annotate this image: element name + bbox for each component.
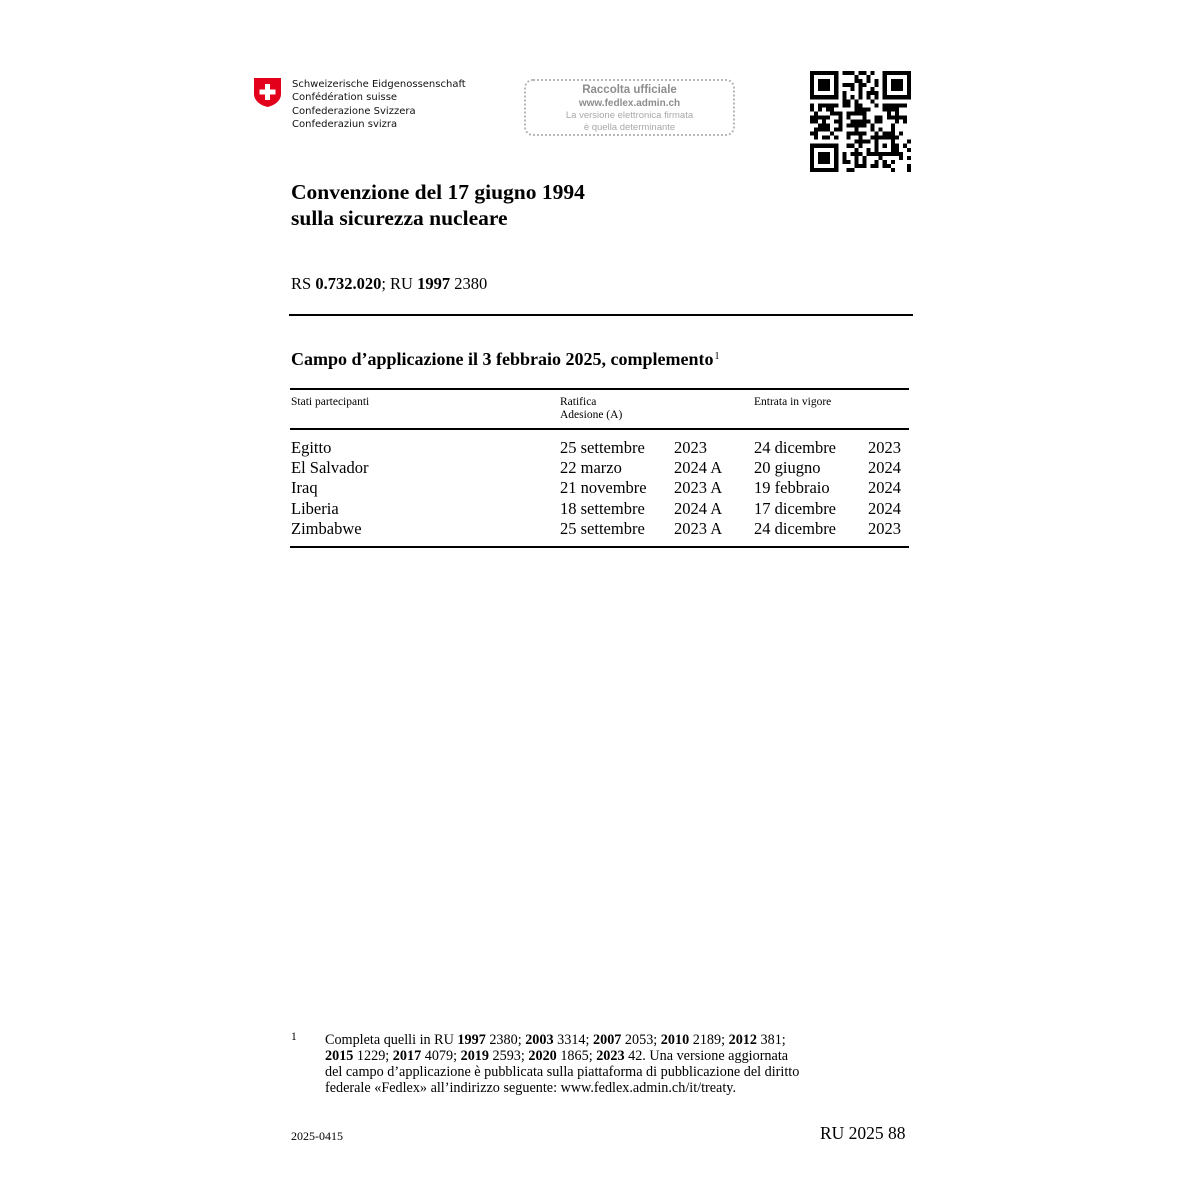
footnote-segment: Completa quelli in RU: [325, 1032, 458, 1048]
official-collection-stamp: [524, 79, 735, 136]
ratification-date: 25 settembre: [560, 438, 645, 457]
header-ratification-line-2: Adesione (A): [560, 409, 623, 421]
footnote-segment: 2189;: [689, 1032, 729, 1048]
footnote-segment: 2053;: [621, 1032, 661, 1048]
stamp-line-2: www.fedlex.admin.ch: [578, 98, 681, 109]
footnote-text: [325, 1032, 885, 1096]
table-header-rule: [290, 428, 909, 430]
footnote-segment: 4079;: [421, 1048, 461, 1064]
state-name: Egitto: [291, 438, 332, 457]
footnote-segment: 3314;: [553, 1032, 593, 1048]
table-bottom-rule: [290, 546, 909, 548]
table-row: [0, 438, 1200, 458]
entry-year: 2024: [868, 478, 901, 498]
footnote-line-1: [325, 1032, 885, 1048]
ru-year: 1997: [417, 274, 451, 293]
footnote-reference[interactable]: 1: [714, 351, 720, 362]
ratification-year: 2023 A: [674, 478, 723, 498]
rs-number: 0.732.020: [315, 274, 382, 293]
document-title-line-1: Convenzione del 17 giugno 1994: [291, 180, 585, 204]
footnote-segment: 2593;: [488, 1048, 529, 1064]
state-name: Liberia: [291, 498, 339, 518]
stamp-line-1: Raccolta ufficiale: [582, 84, 677, 96]
ru-year-ref: 2012: [728, 1032, 757, 1048]
footnote-line-3: del campo d’applicazione è pubblicata sulla piattaforma di pubblicazione del diritto: [325, 1064, 800, 1080]
header-entry-into-force: Entrata in vigore: [754, 396, 832, 408]
stamp-line-4: è quella determinante: [583, 122, 676, 133]
table-row: [0, 458, 1200, 478]
page-citation: RU 2025 88: [820, 1123, 906, 1143]
ratification-year: 2024 A: [674, 458, 723, 478]
footnote-segment: 42. Una versione aggiornata: [624, 1048, 789, 1064]
entry-year: 2023: [868, 438, 901, 457]
header-states: Stati partecipanti: [291, 396, 370, 408]
table-row: [0, 478, 1200, 498]
state-name: El Salvador: [291, 458, 369, 478]
ratification-year: 2024 A: [674, 498, 723, 518]
ru-year-ref: 2023: [596, 1048, 625, 1064]
subtitle-text: Campo d’applicazione il 3 febbraio 2025, complemento: [291, 349, 714, 369]
table-row: [0, 499, 1200, 519]
confederation-name-it: Confederazione Svizzera: [292, 105, 416, 117]
document-title: [291, 179, 585, 231]
document-number: 2025-0415: [291, 1129, 343, 1143]
qr-code-icon[interactable]: [810, 71, 911, 172]
document-reference: [291, 274, 487, 294]
section-subtitle: [291, 349, 719, 370]
table-row: [0, 519, 1200, 539]
header-ratification: [560, 396, 622, 422]
confederation-name-de: Schweizerische Eidgenossenschaft: [292, 79, 466, 90]
ratification-date: 21 novembre: [560, 478, 647, 498]
entry-date: 24 dicembre: [754, 438, 837, 457]
confederation-names: [292, 78, 466, 132]
footnote-segment: 1865;: [556, 1048, 597, 1064]
entry-year: 2024: [868, 498, 901, 518]
footnote-line-2: [325, 1048, 885, 1064]
state-name: Iraq: [291, 478, 318, 498]
entry-date: 19 febbraio: [754, 478, 830, 498]
ru-year-ref: 2020: [528, 1048, 557, 1064]
state-name: Zimbabwe: [291, 518, 362, 538]
document-title-line-2: sulla sicurezza nucleare: [291, 206, 508, 230]
ratification-date: 18 settembre: [560, 498, 645, 518]
footnote-number: 1: [291, 1031, 297, 1043]
ru-year-ref: 2003: [525, 1032, 554, 1048]
confederation-name-rm: Confederaziun svizra: [292, 119, 398, 131]
footnote-segment: 381;: [756, 1032, 786, 1048]
title-divider: [289, 314, 913, 316]
ru-year-ref: 2017: [392, 1048, 422, 1064]
table-top-rule: [290, 388, 909, 390]
stamp-line-3: La versione elettronica firmata: [565, 110, 694, 121]
ru-year-ref: 2019: [460, 1048, 489, 1064]
ratification-date: 22 marzo: [560, 458, 622, 478]
reference-prefix: RS: [291, 274, 316, 293]
entry-date: 24 dicembre: [754, 518, 837, 538]
reference-separator: ; RU: [381, 274, 418, 293]
entry-date: 20 giugno: [754, 458, 821, 478]
ratification-date: 25 settembre: [560, 518, 645, 538]
entry-year: 2023: [868, 518, 901, 538]
header-ratification-line-1: Ratifica: [560, 396, 597, 408]
footnote-segment: 2380;: [485, 1032, 526, 1048]
footnote-segment: 1229;: [353, 1048, 393, 1064]
ru-year-ref: 2015: [325, 1048, 354, 1064]
confederation-name-fr: Confédération suisse: [292, 92, 398, 104]
ru-year-ref: 1997: [457, 1032, 486, 1048]
entry-year: 2024: [868, 458, 901, 478]
footnote-line-4: federale «Fedlex» all’indirizzo seguente: www.fedlex.admin.ch/it/treaty.: [325, 1080, 737, 1096]
entry-date: 17 dicembre: [754, 498, 837, 518]
swiss-cross-icon: [253, 77, 282, 108]
ru-page: 2380: [450, 274, 488, 293]
ru-year-ref: 2007: [593, 1032, 622, 1048]
ratification-year: 2023: [674, 438, 707, 457]
ru-year-ref: 2010: [660, 1032, 690, 1048]
ratification-year: 2023 A: [674, 518, 723, 538]
